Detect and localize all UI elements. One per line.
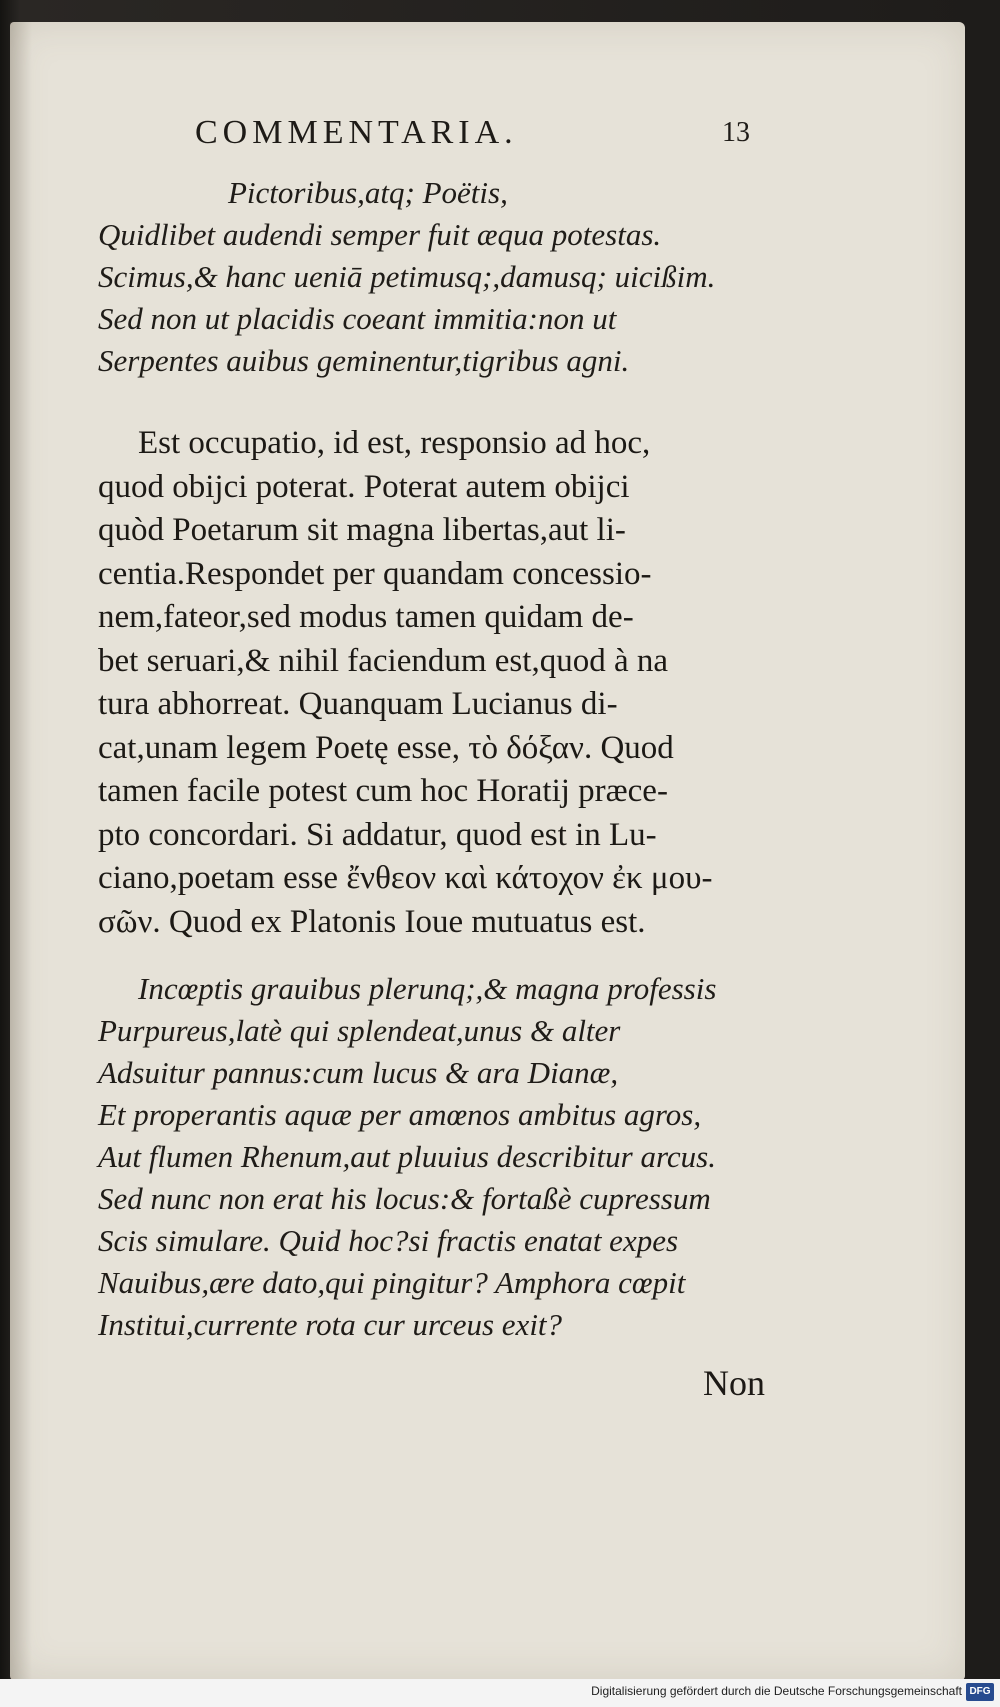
- verse-line: Nauibus,ære dato,qui pingitur? Amphora cœpit: [98, 1265, 686, 1300]
- commentary-line: centia.Respondet per quandam concessio-: [98, 555, 652, 592]
- verse-line: Quidlibet audendi semper fuit æqua potestas.: [98, 217, 662, 252]
- verse-line: Pictoribus,atq; Poëtis,: [228, 175, 508, 210]
- running-head: COMMENTARIA.: [195, 114, 518, 151]
- book-page: [10, 22, 965, 1680]
- verse-line: Et properantis aquæ per amœnos ambitus agros,: [98, 1097, 702, 1132]
- verse-line: Serpentes auibus geminentur,tigribus agni.: [98, 343, 630, 378]
- commentary-paragraph: [98, 422, 712, 944]
- verse-line: Sed non ut placidis coeant immitia:non ut: [98, 301, 617, 336]
- page-number: 13: [722, 117, 750, 148]
- verse-line: Incœptis grauibus plerunq;,& magna professis: [138, 971, 717, 1006]
- commentary-line: quod obijci poterat. Poterat autem obijci: [98, 468, 630, 505]
- verse-line: Scimus,& hanc ueniā petimusq;,damusq; uicißim.: [98, 259, 716, 294]
- commentary-line: pto concordari. Si addatur, quod est in Lu-: [98, 816, 657, 853]
- commentary-line: nem,fateor,sed modus tamen quidam de-: [98, 599, 634, 635]
- commentary-line: ciano,poetam esse ἔνθεον καὶ κάτοχον ἐκ μου-: [98, 860, 713, 896]
- commentary-line: tura abhorreat. Quanquam Lucianus di-: [98, 686, 618, 722]
- digitization-footer: [0, 1679, 1000, 1707]
- verse-quotation-2: [98, 968, 716, 1346]
- commentary-line: cat,unam legem Poetę esse, τὸ δόξαν. Quod: [98, 729, 674, 766]
- commentary-line: Est occupatio, id est, responsio ad hoc,: [138, 425, 651, 461]
- verse-line: Sed nunc non erat his locus:& fortaßè cupressum: [98, 1181, 711, 1216]
- dfg-logo: DFG: [966, 1683, 994, 1701]
- commentary-line: tamen facile potest cum hoc Horatij præce-: [98, 773, 668, 809]
- commentary-line: bet seruari,& nihil faciendum est,quod à na: [98, 642, 668, 679]
- verse-line: Institui,currente rota cur urceus exit?: [98, 1307, 563, 1342]
- verse-line: Aut flumen Rhenum,aut pluuius describitur arcus.: [98, 1139, 716, 1174]
- verse-quotation-1: [98, 172, 715, 382]
- verse-line: Scis simulare. Quid hoc?si fractis enatat expes: [98, 1223, 679, 1258]
- commentary-line: quòd Poetarum sit magna libertas,aut li-: [98, 512, 626, 548]
- verse-line: Purpureus,latè qui splendeat,unus & alter: [98, 1013, 621, 1048]
- commentary-line: σῶν. Quod ex Platonis Ioue mutuatus est.: [98, 903, 646, 940]
- funding-credit: Digitalisierung gefördert durch die Deutsche Forschungsgemeinschaft: [591, 1684, 962, 1698]
- verse-line: Adsuitur pannus:cum lucus & ara Dianæ,: [98, 1055, 619, 1090]
- catchword: Non: [703, 1363, 765, 1403]
